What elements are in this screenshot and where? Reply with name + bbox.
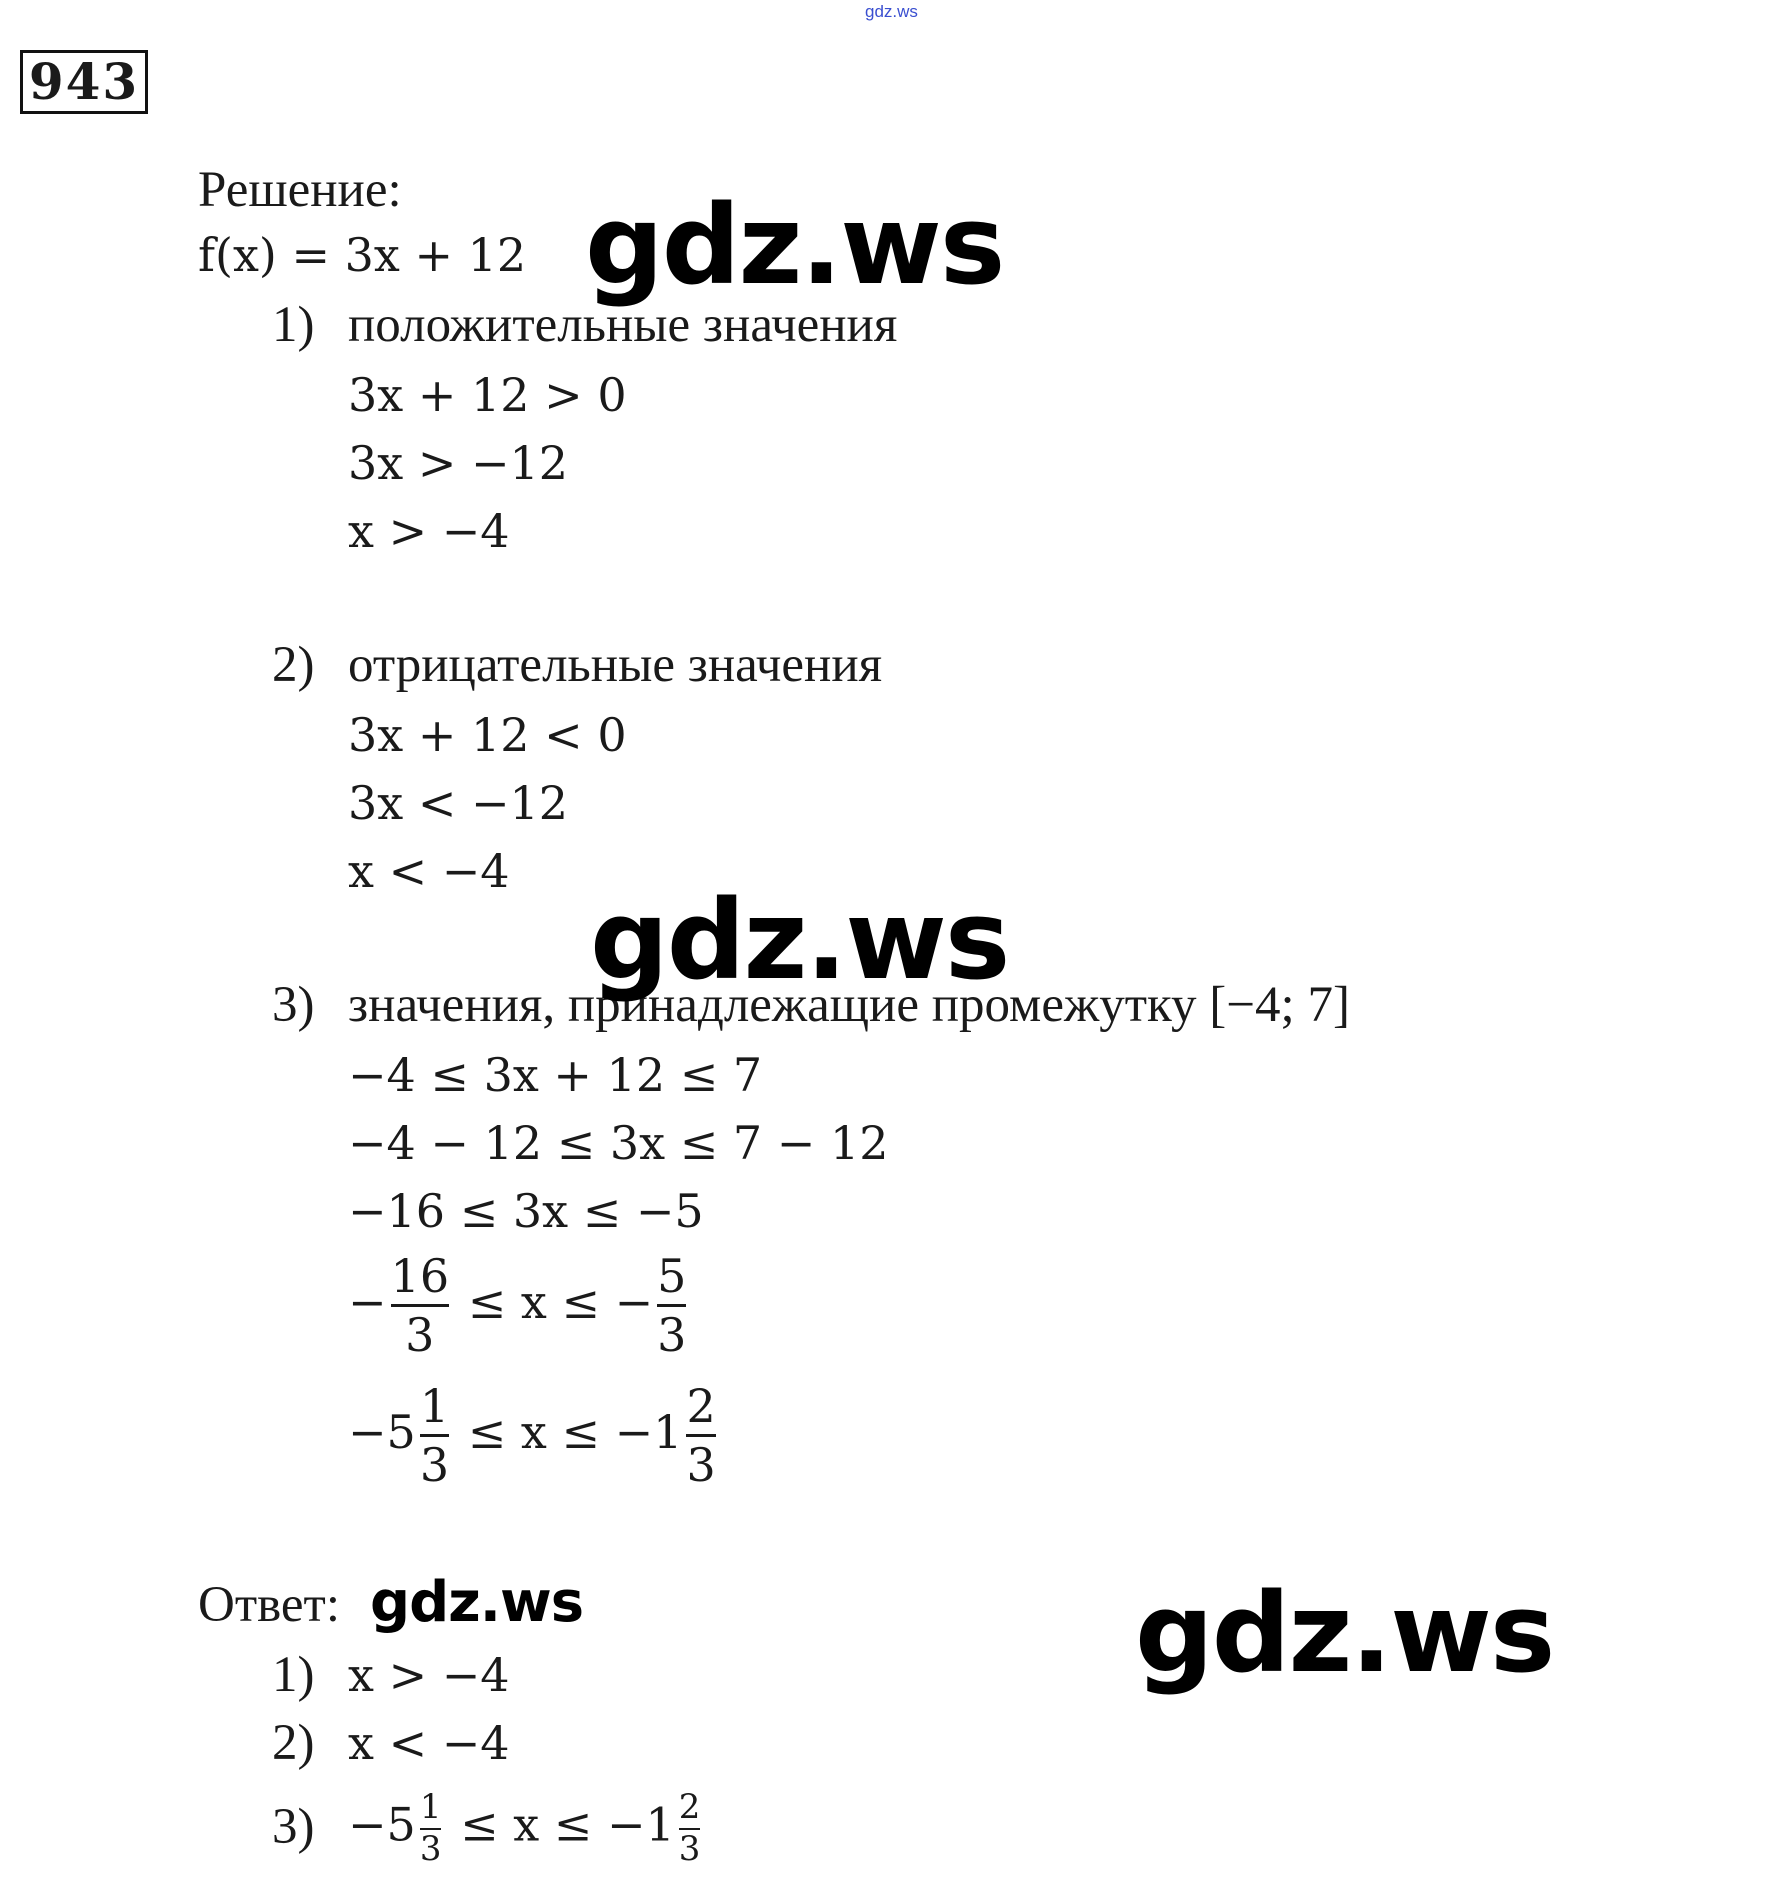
- answer-label: 2): [272, 1715, 315, 1771]
- fraction-numerator: 1: [419, 1787, 442, 1827]
- watermark: gdz.ws: [585, 181, 1004, 309]
- fraction: [390, 1249, 450, 1363]
- part2-label: 2): [272, 637, 315, 693]
- fraction-denominator: 3: [419, 1438, 450, 1493]
- fraction: [686, 1379, 716, 1493]
- site-mark: gdz.ws: [865, 2, 918, 21]
- part2-step: 3x + 12 < 0: [348, 708, 627, 762]
- part3-step: −16 ≤ 3x ≤ −5: [348, 1184, 704, 1238]
- fraction-numerator: 2: [686, 1379, 716, 1433]
- part2-step: 3x < −12: [348, 776, 569, 830]
- fraction: [678, 1787, 701, 1869]
- answer-item: x < −4: [348, 1716, 510, 1770]
- inequality-middle: ≤ x ≤ −: [467, 1274, 654, 1329]
- part1-title: положительные значения: [348, 297, 898, 353]
- fraction-sign: −: [348, 1274, 387, 1329]
- part2-step: x < −4: [348, 844, 510, 898]
- answer-item: [348, 1787, 704, 1869]
- part3-title: значения, принадлежащие промежутку [−4; 7]: [348, 977, 1350, 1033]
- watermark: gdz.ws: [590, 876, 1009, 1004]
- mixed-whole: −5: [348, 1404, 416, 1459]
- watermark: gdz.ws: [370, 1570, 584, 1635]
- part3-step: −4 − 12 ≤ 3x ≤ 7 − 12: [348, 1116, 889, 1170]
- solution-heading: Решение:: [198, 162, 402, 218]
- inequality-middle: ≤ x ≤ −1: [467, 1404, 683, 1459]
- fraction-denominator: 3: [419, 1828, 442, 1869]
- fraction-denominator: 3: [678, 1828, 701, 1869]
- fraction-denominator: 3: [657, 1308, 687, 1363]
- part3-mixed-line: [348, 1379, 720, 1493]
- fraction: [419, 1379, 450, 1493]
- part1-step: 3x > −12: [348, 436, 569, 490]
- answer-label: 3): [272, 1799, 315, 1855]
- part3-label: 3): [272, 977, 315, 1033]
- fraction-denominator: 3: [686, 1438, 716, 1493]
- fraction: [657, 1249, 687, 1363]
- mixed-whole: −5: [348, 1797, 416, 1852]
- part2-title: отрицательные значения: [348, 637, 883, 693]
- answer-heading: Ответ:: [198, 1577, 340, 1633]
- fraction-numerator: 1: [419, 1379, 450, 1433]
- problem-number: 943: [20, 50, 148, 114]
- fraction-numerator: 5: [657, 1249, 687, 1303]
- part1-step: x > −4: [348, 504, 510, 558]
- answer-item: x > −4: [348, 1648, 510, 1702]
- fraction: [419, 1787, 442, 1869]
- fraction-numerator: 2: [678, 1787, 701, 1827]
- inequality-middle: ≤ x ≤ −1: [460, 1797, 675, 1852]
- fraction-numerator: 16: [390, 1249, 450, 1303]
- answer-label: 1): [272, 1647, 315, 1703]
- fraction-denominator: 3: [405, 1308, 435, 1363]
- part3-fraction-line: [348, 1249, 690, 1363]
- part1-step: 3x + 12 > 0: [348, 368, 627, 422]
- part3-step: −4 ≤ 3x + 12 ≤ 7: [348, 1048, 763, 1102]
- part1-label: 1): [272, 297, 315, 353]
- function-definition: f(x) = 3x + 12: [198, 228, 527, 282]
- watermark: gdz.ws: [1135, 1569, 1554, 1697]
